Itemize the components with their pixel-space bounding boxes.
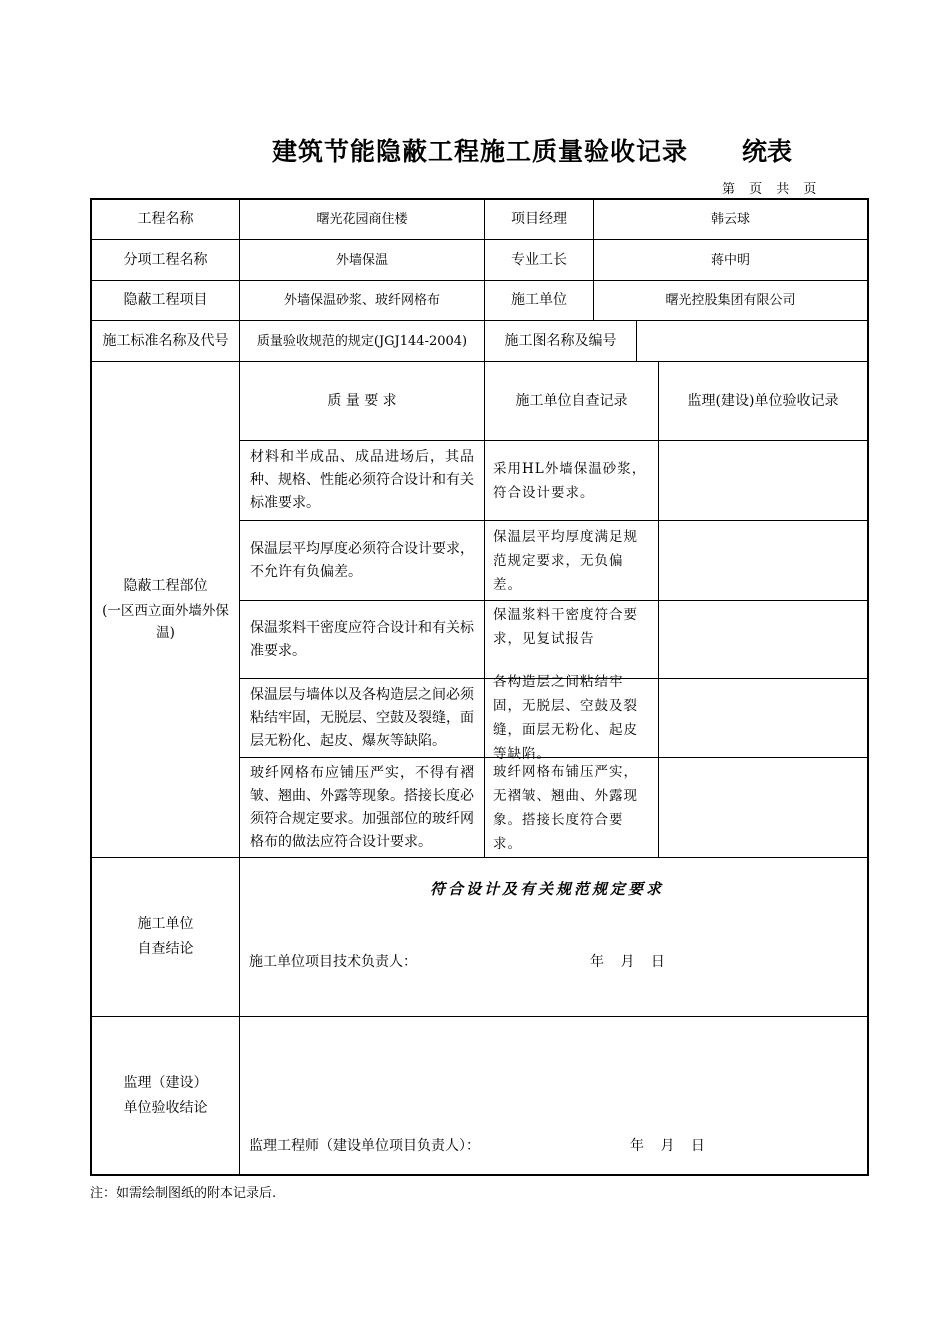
hidden-location-detail: (一区西立面外墙外保温) — [102, 603, 229, 641]
manager-value: 韩云球 — [710, 212, 750, 227]
contractor-value: 曙光控股集团有限公司 — [665, 293, 796, 308]
supervision-cell — [659, 679, 867, 757]
supervision-conclusion-label — [92, 1017, 239, 1174]
supervision-conclusion-signer: 监理工程师（建设单位项目负责人）： — [249, 1138, 480, 1154]
manager-label: 项目经理 — [511, 211, 567, 227]
supervision-cell — [659, 441, 867, 520]
standard-value: 质量验收规范的规定(JGJ144-2004) — [256, 333, 468, 349]
self-check-cell: 采用HL外墙保温砂浆，符合设计要求。 — [493, 460, 647, 501]
project-name-value: 曙光花园商住楼 — [316, 212, 408, 227]
standard-label: 施工标准名称及代号 — [102, 332, 229, 349]
self-conclusion-date: 年 月 日 — [590, 954, 665, 970]
supervision-cell — [659, 521, 867, 600]
foreman-label: 专业工长 — [511, 251, 567, 268]
requirement-cell: 保温层与墙体以及各构造层之间必须粘结牢固，无脱层、空鼓及裂缝，面层无粉化、起皮、爆灰等缺陷。 — [250, 686, 474, 749]
hidden-location-cell — [92, 362, 239, 857]
foreman-value: 蒋中明 — [710, 252, 750, 268]
requirement-cell: 材料和半成品、成品进场后，其品种、规格、性能必须符合设计和有关标准要求。 — [250, 449, 474, 511]
self-conclusion-signer: 施工单位项目技术负责人： — [249, 954, 417, 970]
self-conclusion-label-line2: 自查结论 — [137, 941, 194, 957]
self-check-cell: 保温层平均厚度满足规范规定要求，无负偏差。 — [493, 528, 638, 593]
self-conclusion-label-line1: 施工单位 — [137, 916, 194, 932]
subitem-label: 分项工程名称 — [123, 251, 208, 268]
hidden-location-label: 隐蔽工程部位 — [123, 578, 208, 594]
supervision-conclusion-date: 年 月 日 — [630, 1138, 705, 1154]
supervision-conclusion-label-line2: 单位验收结论 — [123, 1099, 208, 1116]
page-number: 第 页 共 页 — [722, 182, 817, 197]
requirement-cell: 保温层平均厚度必须符合设计要求，不允许有负偏差。 — [250, 540, 474, 580]
supervision-cell — [659, 601, 867, 678]
footer-note: 注：如需绘制图纸的附本记录后. — [90, 1186, 277, 1201]
contractor-label: 施工单位 — [511, 292, 567, 308]
subitem-value: 外墙保温 — [335, 252, 388, 268]
drawing-label: 施工图名称及编号 — [504, 332, 617, 349]
col-header-self-check: 施工单位自查记录 — [515, 392, 628, 409]
supervision-cell — [659, 758, 867, 857]
self-check-cell: 玻纤网格布铺压严实，无褶皱、翘曲、外露现象。搭接长度符合要求。 — [493, 763, 638, 852]
self-conclusion-text: 符合设计及有关规范规定要求 — [430, 880, 665, 898]
supervision-conclusion-label-line1: 监理（建设） — [123, 1074, 208, 1091]
title-suffix: 统表 — [742, 137, 793, 166]
requirement-cell: 玻纤网格布应铺压严实，不得有褶皱、翘曲、外露等现象。搭接长度必须符合规定要求。加强部位的玻纤网格布的做法应符合设计要求。 — [250, 764, 474, 850]
self-check-cell: 各构造层之间粘结牢固，无脱层、空鼓及裂缝，面层无粉化、起皮等缺陷。 — [493, 674, 638, 762]
page-title: 建筑节能隐蔽工程施工质量验收记录 — [272, 137, 689, 166]
col-header-requirement: 质 量 要 求 — [327, 392, 397, 409]
requirement-cell: 保温浆料干密度应符合设计和有关标准要求。 — [250, 619, 474, 659]
self-check-cell: 保温浆料干密度符合要求，见复试报告 — [493, 607, 638, 647]
project-name-label: 工程名称 — [137, 211, 194, 227]
col-header-supervision: 监理(建设)单位验收记录 — [687, 392, 839, 409]
self-conclusion-label — [92, 858, 239, 1016]
hidden-item-value: 外墙保温砂浆、玻纤网格布 — [283, 293, 440, 308]
drawing-value — [637, 321, 867, 361]
hidden-item-label: 隐蔽工程项目 — [123, 292, 208, 308]
